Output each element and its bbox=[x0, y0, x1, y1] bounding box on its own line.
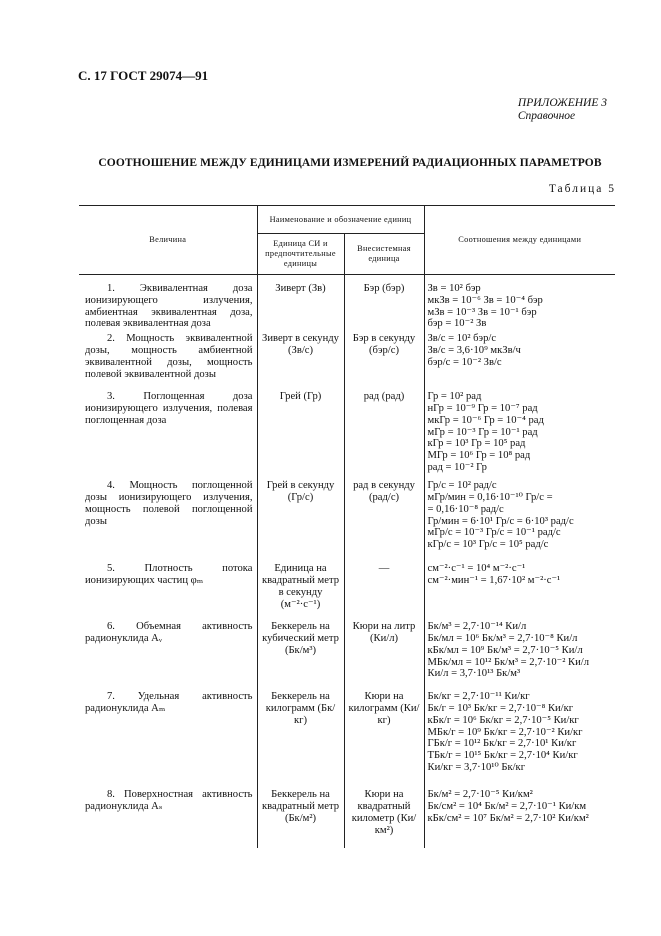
non-system-unit-cell bbox=[344, 330, 424, 388]
relation-line: Гр/мин = 6·10¹ Гр/с = 6·10³ рад/с bbox=[427, 515, 574, 527]
table-label: Таблица 5 bbox=[548, 183, 616, 195]
relation-line: МБк/мл = 10¹² Бк/м³ = 2,7·10⁻² Ки/л bbox=[427, 656, 590, 668]
non-system-unit-cell bbox=[344, 786, 424, 848]
non-system-unit-cell bbox=[344, 618, 424, 688]
relation-line: ГБк/г = 10¹² Бк/кг = 2,7·10¹ Ки/кг bbox=[427, 738, 577, 750]
relation-line: Бк/г = 10³ Бк/кг = 2,7·10⁻⁸ Ки/кг bbox=[427, 702, 574, 714]
relations-cell bbox=[424, 330, 615, 388]
quantity-cell bbox=[79, 330, 257, 388]
relation-line: МГр = 10⁶ Гр = 10⁸ рад bbox=[427, 450, 531, 462]
relation-line: кБк/мл = 10⁹ Бк/м³ = 2,7·10⁻⁵ Ки/л bbox=[427, 644, 583, 656]
non-system-unit-cell bbox=[344, 275, 424, 331]
si-unit-cell bbox=[257, 560, 344, 618]
quantity-cell bbox=[79, 786, 257, 848]
relation-line: кГр = 10³ Гр = 10⁵ рад bbox=[427, 438, 526, 450]
table-row bbox=[79, 388, 615, 477]
relation-line: МБк/г = 10⁹ Бк/кг = 2,7·10⁻² Ки/кг bbox=[427, 726, 583, 738]
si-unit-text: Грей (Гр) bbox=[279, 391, 322, 403]
si-unit-cell bbox=[257, 688, 344, 786]
units-table bbox=[79, 205, 615, 848]
relation-line: см⁻²·мин⁻¹ = 1,67·10² м⁻²·с⁻¹ bbox=[427, 574, 561, 586]
non-system-unit-text: Кюри на литр (Ки/л) bbox=[352, 621, 416, 644]
relation-line: Бк/мл = 10⁶ Бк/м³ = 2,7·10⁻⁸ Ки/л bbox=[427, 632, 578, 644]
relations-cell bbox=[424, 786, 615, 848]
relations-cell bbox=[424, 275, 615, 331]
table-row bbox=[79, 560, 615, 618]
si-unit-cell bbox=[257, 477, 344, 560]
quantity-text: 7. Удельная активность радионуклида Aₘ bbox=[85, 691, 253, 714]
relations-cell bbox=[424, 388, 615, 477]
quantity-cell bbox=[79, 688, 257, 786]
non-system-unit-text: Бэр (бэр) bbox=[363, 283, 405, 294]
relation-line: Гр/с = 10² рад/с bbox=[427, 480, 497, 492]
relation-line: Зв/с = 10² бэр/с bbox=[427, 333, 497, 345]
si-unit-text: Зиверт (Зв) bbox=[275, 283, 326, 294]
relation-line: мкГр = 10⁻⁶ Гр = 10⁻⁴ рад bbox=[427, 414, 544, 426]
non-system-unit-text: Кюри на квадратный километр (Ки/км²) bbox=[351, 789, 417, 836]
relation-line: Ки/кг = 3,7·10¹⁰ Бк/кг bbox=[427, 761, 526, 773]
table-row bbox=[79, 275, 615, 331]
non-system-unit-text: Кюри на килограмм (Ки/кг) bbox=[348, 691, 420, 726]
quantity-text: 5. Плотность потока ионизирующих частиц φₘ bbox=[85, 563, 253, 586]
table-row bbox=[79, 477, 615, 560]
relation-line: Зв/с = 3,6·10⁹ мкЗв/ч bbox=[427, 344, 521, 356]
si-unit-cell bbox=[257, 388, 344, 477]
quantity-cell bbox=[79, 275, 257, 331]
relation-line: кБк/см² = 10⁷ Бк/м² = 2,7·10² Ки/км² bbox=[427, 812, 589, 824]
header-relations: Соотношения между единицами bbox=[424, 206, 615, 275]
relation-line: Бк/м³ = 2,7·10⁻¹⁴ Ки/л bbox=[427, 621, 527, 633]
non-system-unit-cell bbox=[344, 688, 424, 786]
relation-line: Ки/л = 3,7·10¹³ Бк/м³ bbox=[427, 668, 521, 680]
quantity-text: 2. Мощность эквивалентной дозы, мощность амбиентной эквивалентной дозы, мощность полевой эквивалентной дозы bbox=[85, 333, 253, 380]
non-system-unit-cell bbox=[344, 477, 424, 560]
si-unit-cell bbox=[257, 330, 344, 388]
relation-line: бэр/с = 10⁻² Зв/с bbox=[427, 356, 502, 368]
appendix-title: ПРИЛОЖЕНИЕ 3 bbox=[517, 97, 607, 109]
relation-line: мГр = 10⁻³ Гр = 10⁻¹ рад bbox=[427, 426, 538, 438]
non-system-unit-text: — bbox=[378, 563, 390, 575]
quantity-text: 1. Эквивалентная доза ионизирующего излучения, амбиентная эквивалентная доза, полевая эквивалентная доза bbox=[85, 283, 253, 330]
table-row bbox=[79, 618, 615, 688]
non-system-unit-cell bbox=[344, 388, 424, 477]
relation-line: см⁻²·с⁻¹ = 10⁴ м⁻²·с⁻¹ bbox=[427, 563, 526, 575]
non-system-unit-text: рад в секунду (рад/с) bbox=[353, 480, 415, 503]
quantity-cell bbox=[79, 388, 257, 477]
relation-line: Зв = 10² бэр bbox=[427, 283, 481, 294]
quantity-text: 3. Поглощенная доза ионизирующего излучения, полевая поглощенная доза bbox=[85, 391, 253, 426]
relation-line: Бк/кг = 2,7·10⁻¹¹ Ки/кг bbox=[427, 691, 530, 703]
quantity-text: 8. Поверхностная активность радионуклида Aₛ bbox=[85, 789, 253, 812]
relation-line: кГр/с = 10³ Гр/с = 10⁵ рад/с bbox=[427, 539, 549, 551]
relation-line: бэр = 10⁻² Зв bbox=[427, 318, 487, 330]
header-si-unit: Единица СИ и предпочтительные единицы bbox=[257, 234, 344, 275]
relation-line: рад = 10⁻² Гр bbox=[427, 461, 487, 473]
si-unit-cell bbox=[257, 618, 344, 688]
document-title: СООТНОШЕНИЕ МЕЖДУ ЕДИНИЦАМИ ИЗМЕРЕНИЙ РАДИАЦИОННЫХ ПАРАМЕТРОВ bbox=[98, 157, 602, 169]
table-body bbox=[79, 275, 615, 849]
page-header: С. 17 ГОСТ 29074—91 bbox=[78, 68, 209, 83]
relation-line: мГр/мин = 0,16·10⁻¹⁰ Гр/с = bbox=[427, 491, 553, 503]
non-system-unit-text: рад (рад) bbox=[363, 391, 405, 403]
appendix-subtitle: Справочное bbox=[517, 110, 576, 122]
appendix-block bbox=[518, 97, 607, 123]
relation-line: Бк/м² = 2,7·10⁻⁵ Ки/км² bbox=[427, 789, 533, 801]
si-unit-text: Беккерель на килограмм (Бк/кг) bbox=[265, 691, 336, 726]
relation-line: Гр = 10² рад bbox=[427, 391, 482, 403]
quantity-cell bbox=[79, 560, 257, 618]
relations-cell bbox=[424, 688, 615, 786]
table-row bbox=[79, 786, 615, 848]
si-unit-cell bbox=[257, 786, 344, 848]
table-row bbox=[79, 330, 615, 388]
relation-line: нГр = 10⁻⁹ Гр = 10⁻⁷ рад bbox=[427, 402, 538, 414]
relation-line: ТБк/г = 10¹⁵ Бк/кг = 2,7·10⁴ Ки/кг bbox=[427, 750, 578, 762]
header-non-system-unit: Внесистемная единица bbox=[344, 234, 424, 275]
relation-line: мГр/с = 10⁻³ Гр/с = 10⁻¹ рад/с bbox=[427, 527, 561, 539]
si-unit-text: Единица на квадратный метр в секунду (м⁻²·с⁻¹) bbox=[261, 563, 340, 610]
relations-cell bbox=[424, 618, 615, 688]
non-system-unit-cell bbox=[344, 560, 424, 618]
relation-line: Бк/см² = 10⁴ Бк/м² = 2,7·10⁻¹ Ки/км bbox=[427, 800, 587, 812]
non-system-unit-text: Бэр в секунду (бэр/с) bbox=[352, 333, 416, 356]
relation-line: мЗв = 10⁻³ Зв = 10⁻¹ бэр bbox=[427, 306, 537, 318]
si-unit-text: Беккерель на квадратный метр (Бк/м²) bbox=[261, 789, 340, 824]
header-names-group: Наименование и обозначение единиц bbox=[257, 206, 424, 234]
relation-line: мкЗв = 10⁻⁶ Зв = 10⁻⁴ бэр bbox=[427, 294, 543, 306]
quantity-text: 6. Объемная активность радионуклида Aᵥ bbox=[85, 621, 253, 644]
relation-line: кБк/г = 10⁶ Бк/кг = 2,7·10⁻⁵ Ки/кг bbox=[427, 714, 579, 726]
relations-cell bbox=[424, 560, 615, 618]
si-unit-text: Беккерель на кубический метр (Бк/м³) bbox=[262, 621, 339, 656]
si-unit-text: Зиверт в секунду (Зв/с) bbox=[262, 333, 339, 356]
relation-line: = 0,16·10⁻⁸ рад/с bbox=[427, 503, 504, 515]
si-unit-text: Грей в секунду (Гр/с) bbox=[266, 480, 335, 503]
relations-cell bbox=[424, 477, 615, 560]
si-unit-cell bbox=[257, 275, 344, 331]
quantity-cell bbox=[79, 618, 257, 688]
header-quantity: Величина bbox=[79, 206, 257, 275]
quantity-text: 4. Мощность поглощенной дозы ионизирующего излучения, мощность полевой поглощенной дозы bbox=[85, 480, 253, 527]
quantity-cell bbox=[79, 477, 257, 560]
table-row bbox=[79, 688, 615, 786]
